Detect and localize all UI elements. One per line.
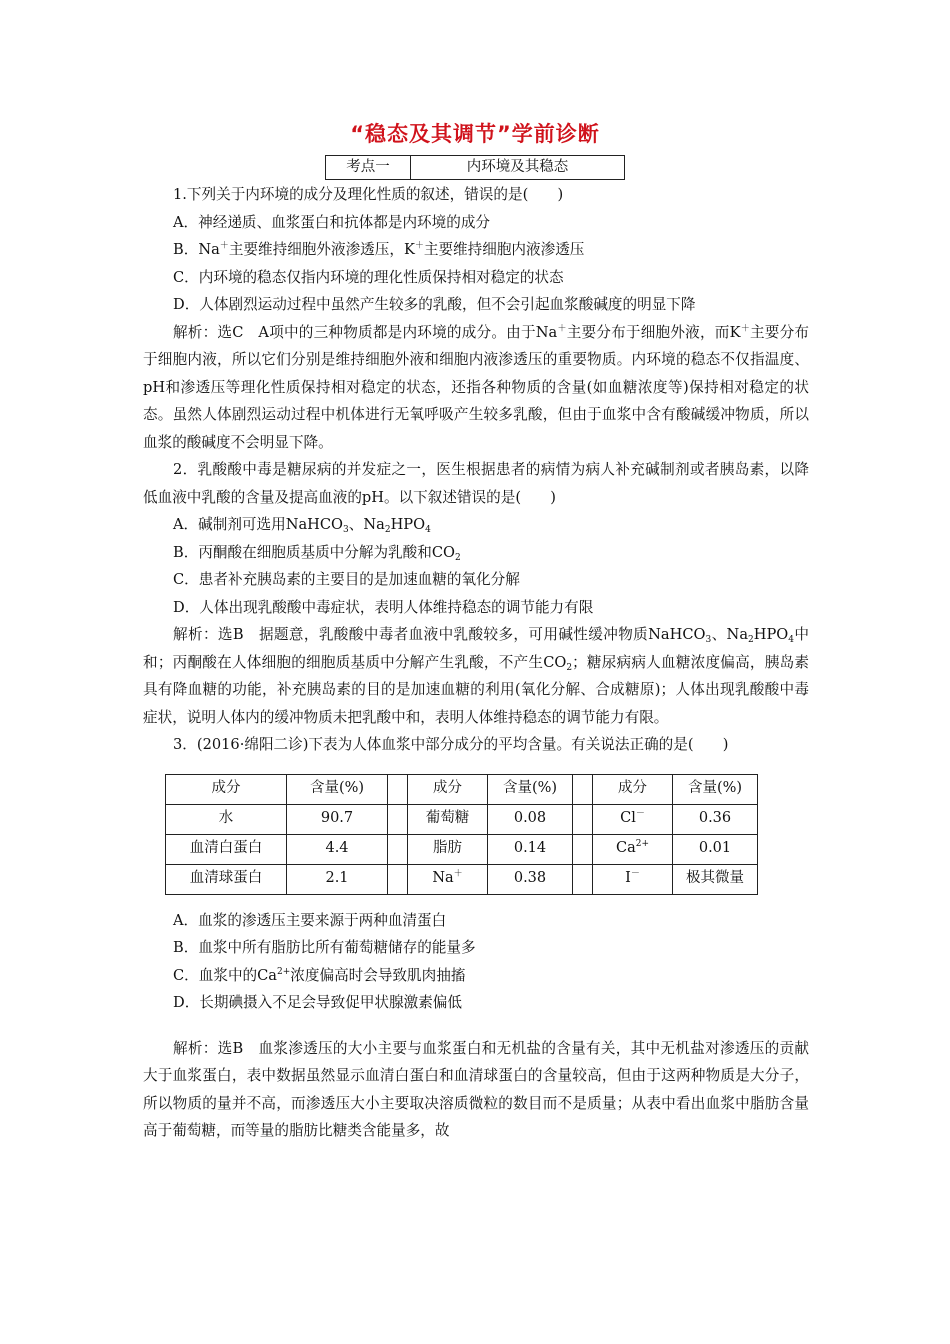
q1-option-d: D．人体剧烈运动过程中虽然产生较多的乳酸，但不会引起血浆酸碱度的明显下降 bbox=[173, 296, 696, 313]
table-row bbox=[166, 864, 758, 894]
q2-option-c: C．患者补充胰岛素的主要目的是加速血糖的氧化分解 bbox=[173, 571, 520, 588]
table-cell: 血清球蛋白 bbox=[166, 864, 287, 894]
q2-option-b: B．丙酮酸在细胞质基质中分解为乳酸和$CO_2$ bbox=[173, 543, 461, 563]
table-cell: 0.38 bbox=[488, 864, 573, 894]
table-cell: 血清白蛋白 bbox=[166, 834, 287, 864]
table-cell: 脂肪 bbox=[408, 834, 488, 864]
table-header: 含量(%) bbox=[287, 774, 388, 804]
q3-stem: 3．(2016·绵阳二诊)下表为人体血浆中部分成分的平均含量。有关说法正确的是( ) bbox=[173, 736, 729, 753]
table-row bbox=[166, 834, 758, 864]
q3-option-d: D．长期碘摄入不足会导致促甲状腺激素偏低 bbox=[173, 994, 462, 1011]
table-header: 成分 bbox=[408, 774, 488, 804]
q2-answer: 解析：选B 据题意，乳酸酸中毒者血液中乳酸较多，可用碱性缓冲物质NaHCO$_3$、$Na_2HPO_4$中和；丙酮酸在人体细胞的细胞质基质中分解产生乳酸，不产生$CO_2$；糖尿病病人血糖浓度偏高，胰岛素具有降血糖的功能，补充胰岛素的目的是加速血糖的利用(氧化分解、合成糖原)；人体出现乳酸酸中毒症状，说明人体内的缓冲物质未把乳酸中和，表明人体维持稳态的调节能力有限。 bbox=[143, 626, 809, 726]
table-cell: $Ca^{2+}$ bbox=[593, 834, 673, 864]
section-tag bbox=[325, 155, 625, 180]
q1-option-c: C．内环境的稳态仅指内环境的理化性质保持相对稳定的状态 bbox=[173, 268, 564, 286]
table-cell: 水 bbox=[166, 804, 287, 834]
table-spacer bbox=[388, 864, 408, 894]
section-topic: 内环境及其稳态 bbox=[466, 159, 569, 175]
table-spacer bbox=[573, 774, 593, 804]
table-cell: 极其微量 bbox=[673, 864, 758, 894]
page-title: “稳态及其调节”学前诊断 bbox=[350, 122, 600, 146]
q3-option-a: A．血浆的渗透压主要来源于两种血清蛋白 bbox=[173, 911, 447, 929]
table-spacer bbox=[388, 834, 408, 864]
table-cell: 2.1 bbox=[287, 864, 388, 894]
q1-option-b: B．Na＋主要维持细胞外液渗透压，K＋主要维持细胞内液渗透压 bbox=[173, 241, 585, 258]
table-header: 成分 bbox=[166, 774, 287, 804]
table-spacer bbox=[573, 804, 593, 834]
table-cell: 0.14 bbox=[488, 834, 573, 864]
plasma-composition-table bbox=[165, 774, 758, 895]
table-spacer bbox=[388, 804, 408, 834]
table-spacer bbox=[573, 834, 593, 864]
table-cell: I－ bbox=[593, 864, 673, 894]
q1-option-a: A．神经递质、血浆蛋白和抗体都是内环境的成分 bbox=[173, 213, 491, 231]
table-spacer bbox=[573, 864, 593, 894]
table-cell: 0.01 bbox=[673, 834, 758, 864]
table-header: 含量(%) bbox=[673, 774, 758, 804]
table-header: 成分 bbox=[593, 774, 673, 804]
q2-stem: 2．乳酸酸中毒是糖尿病的并发症之一，医生根据患者的病情为病人补充碱制剂或者胰岛素，以降低血液中乳酸的含量及提高血液的pH。以下叙述错误的是( ) bbox=[143, 461, 809, 506]
q2-option-d: D．人体出现乳酸酸中毒症状，表明人体维持稳态的调节能力有限 bbox=[173, 598, 594, 616]
spacer bbox=[143, 1017, 809, 1035]
q2-option-a: A．碱制剂可选用NaHCO$_3$、$Na_2HPO_4$ bbox=[173, 516, 431, 535]
q3-answer: 解析：选B 血浆渗透压的大小主要与血浆蛋白和无机盐的含量有关，其中无机盐对渗透压的贡献大于血浆蛋白，表中数据虽然显示血清白蛋白和血清球蛋白的含量较高，但由于这两种物质是大分子，所以物质的量并不高，而渗透压大小主要取决溶质微粒的数目而不是质量；从表中看出血浆中脂肪含量高于葡萄糖，而等量的脂肪比糖类含能量多，故 bbox=[143, 1039, 809, 1139]
table-header-row bbox=[166, 774, 758, 804]
table-cell: 葡萄糖 bbox=[408, 804, 488, 834]
table-row bbox=[166, 804, 758, 834]
table-cell: Cl－ bbox=[593, 804, 673, 834]
table-cell: 0.36 bbox=[673, 804, 758, 834]
table-cell: 90.7 bbox=[287, 804, 388, 834]
q1-answer: 解析：选C A项中的三种物质都是内环境的成分。由于Na＋主要分布于细胞外液，而K＋主要分布于细胞内液，所以它们分别是维持细胞外液和细胞内液渗透压的重要物质。内环境的稳态不仅指温度、pH和渗透压等理化性质保持相对稳定的状态，还指各种物质的含量(如血糖浓度等)保持相对稳定的状态。虽然人体剧烈运动过程中机体进行无氧呼吸产生较多乳酸，但由于血浆中含有酸碱缓冲物质，所以血浆的酸碱度不会明显下降。 bbox=[143, 323, 809, 451]
q3-option-b: B．血浆中所有脂肪比所有葡萄糖储存的能量多 bbox=[173, 939, 476, 956]
table-cell: 4.4 bbox=[287, 834, 388, 864]
table-cell: Na＋ bbox=[408, 864, 488, 894]
table-header: 含量(%) bbox=[488, 774, 573, 804]
q1-stem: 1.下列关于内环境的成分及理化性质的叙述，错误的是( ) bbox=[173, 186, 564, 203]
q3-option-c: C．血浆中的$Ca^{2+}$浓度偏高时会导致肌肉抽搐 bbox=[173, 966, 466, 984]
table-spacer bbox=[388, 774, 408, 804]
section-number: 考点一 bbox=[326, 156, 411, 179]
document-body bbox=[143, 181, 809, 1145]
table-cell: 0.08 bbox=[488, 804, 573, 834]
